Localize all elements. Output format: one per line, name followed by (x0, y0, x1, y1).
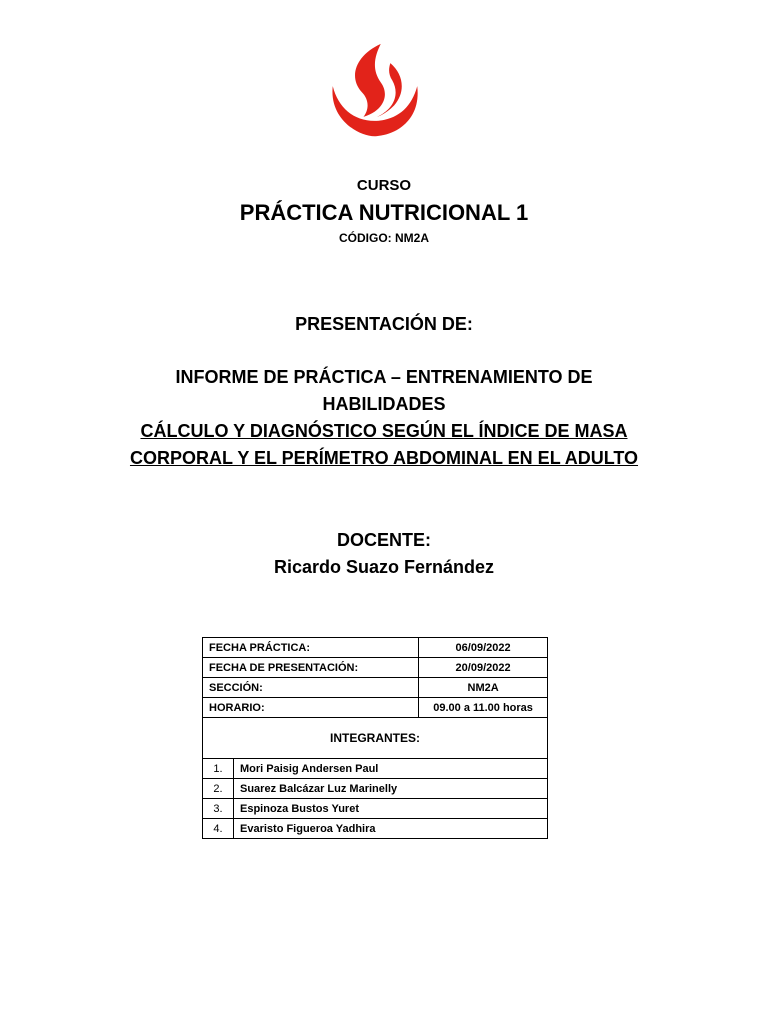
members-heading: INTEGRANTES: (203, 718, 548, 759)
member-number: 1. (203, 759, 234, 779)
row-label: FECHA PRÁCTICA: (203, 638, 419, 658)
presentation-label: PRESENTACIÓN DE: (295, 314, 473, 334)
report-subtitle-line-2: CORPORAL Y EL PERÍMETRO ABDOMINAL EN EL ADULTO (129, 448, 639, 468)
table-row (203, 698, 548, 718)
member-name: Suarez Balcázar Luz Marinelly (234, 779, 548, 799)
member-row (203, 779, 548, 799)
member-name: Espinoza Bustos Yuret (234, 799, 548, 819)
member-number: 2. (203, 779, 234, 799)
teacher-name: Ricardo Suazo Fernández (273, 557, 495, 577)
member-row (203, 759, 548, 779)
row-label: SECCIÓN: (203, 678, 419, 698)
university-flame-logo (326, 42, 424, 138)
row-value: 20/09/2022 (419, 658, 548, 678)
row-value: 06/09/2022 (419, 638, 548, 658)
member-number: 3. (203, 799, 234, 819)
course-name: PRÁCTICA NUTRICIONAL 1 (239, 200, 529, 225)
course-label: CURSO (356, 177, 412, 194)
member-name: Evaristo Figueroa Yadhira (234, 819, 548, 839)
table-row (203, 638, 548, 658)
member-row (203, 819, 548, 839)
member-number: 4. (203, 819, 234, 839)
members-heading-row (203, 718, 548, 759)
row-value: NM2A (419, 678, 548, 698)
report-title-line-1: INFORME DE PRÁCTICA – ENTRENAMIENTO DE (175, 367, 593, 387)
member-name: Mori Paisig Andersen Paul (234, 759, 548, 779)
member-row (203, 799, 548, 819)
row-label: FECHA DE PRESENTACIÓN: (203, 658, 419, 678)
table-row (203, 678, 548, 698)
row-value: 09.00 a 11.00 horas (419, 698, 548, 718)
table-row (203, 658, 548, 678)
course-code: CÓDIGO: NM2A (339, 231, 429, 245)
report-title-line-2: HABILIDADES (322, 394, 446, 414)
report-subtitle-line-1: CÁLCULO Y DIAGNÓSTICO SEGÚN EL ÍNDICE DE MASA (140, 421, 628, 441)
row-label: HORARIO: (203, 698, 419, 718)
flame-logo-icon (332, 44, 417, 136)
info-table (202, 637, 548, 839)
teacher-label: DOCENTE: (337, 530, 431, 550)
